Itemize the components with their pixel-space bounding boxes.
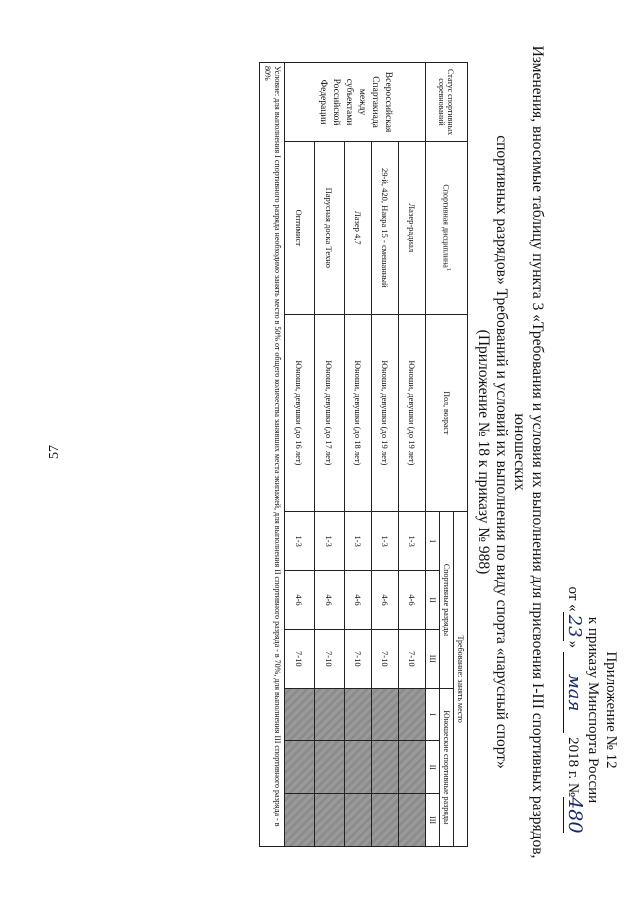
gender-age-cell: Юноши, девушки (до 16 лет) [285, 314, 315, 512]
youth-rank-shaded-cell [285, 794, 315, 847]
rank-iii-cell: 7-10 [315, 629, 345, 688]
table-row [315, 63, 345, 847]
header-sport-rank-ii: II [426, 571, 440, 630]
table-row [372, 63, 399, 847]
youth-rank-shaded-cell [372, 741, 399, 794]
youth-rank-shaded-cell [399, 688, 426, 741]
requirements-table [259, 62, 468, 847]
rank-i-cell: 1-3 [285, 512, 315, 571]
discipline-footnote-mark: 1 [444, 267, 452, 272]
rank-i-cell: 1-3 [372, 512, 399, 571]
youth-rank-shaded-cell [372, 688, 399, 741]
status-cell: Всероссийская Спартакиада между субъектами Российской Федерации [285, 63, 426, 142]
header-requirement: Требование: занять место [454, 512, 468, 847]
rank-ii-cell: 4-6 [285, 571, 315, 630]
youth-rank-shaded-cell [399, 741, 426, 794]
header-youth-rank-ii: II [426, 741, 440, 794]
date-mid: » [565, 640, 581, 649]
discipline-cell: 29-й, 420, Накра 15 - смешанный [372, 142, 399, 314]
rank-i-cell: 1-3 [345, 512, 372, 571]
gender-age-cell: Юноши, девушки (до 17 лет) [315, 314, 345, 512]
title-line-3: (Приложение № 18 к приказу № 988) [475, 329, 492, 575]
discipline-cell: Лазер 4,7 [345, 142, 372, 314]
youth-rank-shaded-cell [345, 741, 372, 794]
discipline-cell: Парусная доска Техно [315, 142, 345, 314]
discipline-cell: Лазер-радиал [399, 142, 426, 314]
order-number: 480 [564, 797, 586, 834]
header-discipline: Спортивная дисциплина$^1$ [426, 142, 468, 314]
gender-age-cell: Юноши, девушки (до 19 лет) [399, 314, 426, 512]
rotated-page-content [100, 22, 620, 882]
rank-ii-cell: 4-6 [315, 571, 345, 630]
title-line-1: Изменения, вносимые таблицу пункта 3 «Требования и условия их выполнения для присвоения I-III спортивных разрядов, юношеских [511, 45, 546, 859]
appendix-header [564, 580, 620, 840]
header-youth-rank-iii: III [426, 794, 440, 847]
date-year: 2018 г. № [565, 737, 581, 798]
discipline-cell: Оптимист [285, 142, 315, 314]
appendix-date-line [564, 580, 584, 840]
table-row [399, 63, 426, 847]
rank-iii-cell: 7-10 [372, 629, 399, 688]
header-youth-rank-i: I [426, 688, 440, 741]
youth-rank-shaded-cell [399, 794, 426, 847]
gender-age-cell: Юноши, девушки (до 18 лет) [345, 314, 372, 512]
youth-rank-shaded-cell [315, 794, 345, 847]
requirements-table-wrapper [259, 62, 468, 847]
date-prefix: от « [565, 586, 581, 612]
youth-rank-shaded-cell [345, 794, 372, 847]
youth-rank-shaded-cell [315, 688, 345, 741]
title-line-2: спортивных разрядов» Требований и условий их выполнения по виду спорта «парусный спорт» [493, 135, 510, 769]
rank-iii-cell: 7-10 [285, 629, 315, 688]
rank-iii-cell: 7-10 [399, 629, 426, 688]
table-row [285, 63, 315, 847]
youth-rank-shaded-cell [285, 741, 315, 794]
youth-rank-shaded-cell [285, 688, 315, 741]
rank-iii-cell: 7-10 [345, 629, 372, 688]
header-youth-ranks: Юношеские спортивные разряды [440, 688, 454, 846]
table-note: Условие: для выполнения I спортивного разряда необходимо занять место в 50% от общего количества занявших места экипажей, для выполнения II спортивного разряда - в 70%, для выполнения III спортивного разряда - в 80% [260, 63, 285, 847]
appendix-title: Приложение № 12 [603, 651, 619, 769]
header-sport-rank-iii: III [426, 629, 440, 688]
header-sport-rank-i: I [426, 512, 440, 571]
youth-rank-shaded-cell [372, 794, 399, 847]
table-note-row [260, 63, 285, 847]
rank-i-cell: 1-3 [315, 512, 345, 571]
header-status: Статус спортивных соревнований [426, 63, 468, 142]
rank-ii-cell: 4-6 [399, 571, 426, 630]
gender-age-cell: Юноши, девушки (до 19 лет) [372, 314, 399, 512]
header-sport-ranks: Спортивные разряды [440, 512, 454, 688]
date-day: 23 [563, 612, 585, 641]
rank-ii-cell: 4-6 [345, 571, 372, 630]
rank-ii-cell: 4-6 [372, 571, 399, 630]
document-title [474, 22, 546, 882]
table-row [345, 63, 372, 847]
appendix-order-ref: к приказу Минспорта России [585, 616, 601, 804]
rank-i-cell: 1-3 [399, 512, 426, 571]
youth-rank-shaded-cell [315, 741, 345, 794]
youth-rank-shaded-cell [345, 688, 372, 741]
page-number: 57 [47, 445, 62, 459]
header-gender-age: Пол, возраст [426, 314, 468, 512]
date-month: мая [563, 652, 585, 734]
